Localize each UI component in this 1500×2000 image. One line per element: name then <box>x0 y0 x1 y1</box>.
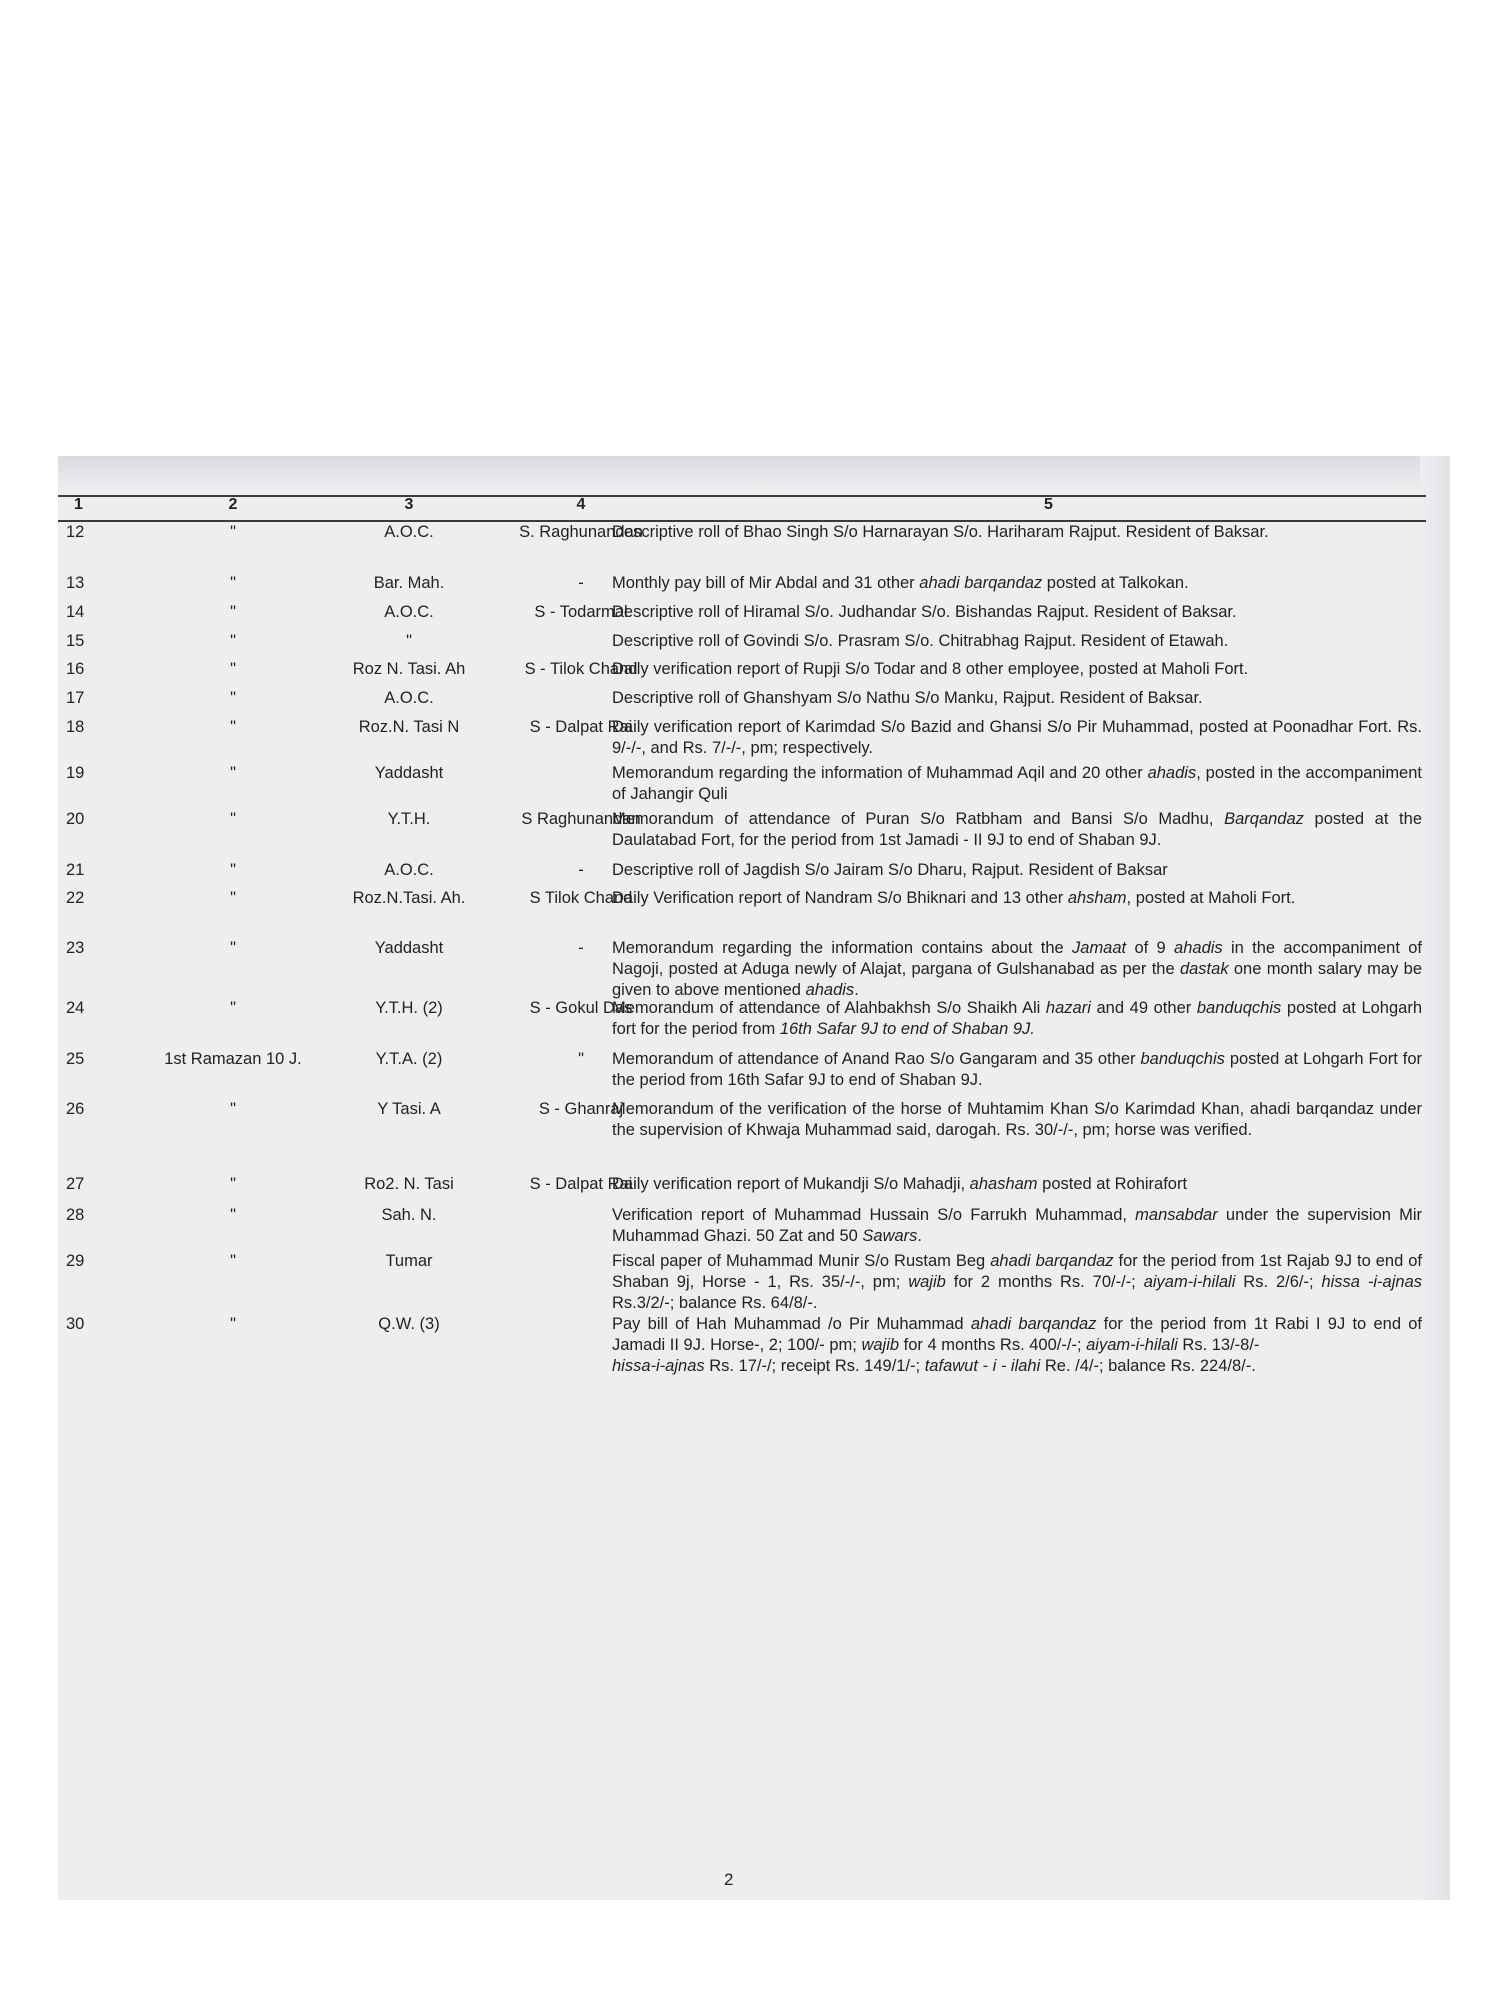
row-date: " <box>230 603 236 621</box>
row-number: 18 <box>66 718 85 736</box>
row-number: 27 <box>66 1175 85 1193</box>
row-number: 17 <box>66 689 85 707</box>
row-document-type: Y.T.A. (2) <box>375 1050 443 1068</box>
page-number: 2 <box>724 1870 734 1889</box>
header-col-3: 3 <box>404 496 414 513</box>
row-number: 23 <box>66 939 85 957</box>
row-endorsement: " <box>578 1050 584 1068</box>
row-date: " <box>230 1100 236 1118</box>
row-description: Daily Verification report of Nandram S/o Bhiknari and 13 other ahsham, posted at Maholi Fort. <box>612 889 1296 907</box>
row-endorsement: S Tilok Chand <box>529 889 633 907</box>
row-date: " <box>230 660 236 678</box>
row-endorsement: S - Dalpat Rai <box>529 718 633 736</box>
row-description: Daily verification report of Rupji S/o Todar and 8 other employee, posted at Maholi Fort. <box>612 660 1249 678</box>
row-description: Descriptive roll of Jagdish S/o Jairam S/o Dharu, Rajput. Resident of Baksar <box>612 861 1168 879</box>
row-endorsement: - <box>578 861 584 879</box>
row-document-type: Sah. N. <box>381 1206 437 1224</box>
row-document-type: Roz.N.Tasi. Ah. <box>352 889 466 907</box>
row-document-type: Y.T.H. <box>387 810 431 828</box>
row-description: Verification report of Muhammad Hussain S/o Farrukh Muhammad, mansabdar under the supervision Mir Muhammad Ghazi. 50 Zat and 50 Sawars. <box>612 1206 1422 1245</box>
row-date: " <box>230 889 236 907</box>
row-description: Descriptive roll of Bhao Singh S/o Harnarayan S/o. Hariharam Rajput. Resident of Baksar. <box>612 523 1269 541</box>
row-document-type: Yaddasht <box>374 939 444 957</box>
header-col-5: 5 <box>1044 496 1053 513</box>
row-endorsement: S - Ghanraj <box>538 1100 624 1118</box>
row-number: 30 <box>66 1315 85 1333</box>
row-date: " <box>230 632 236 650</box>
row-date: " <box>230 1315 236 1333</box>
row-description: Daily verification report of Karimdad S/o Bazid and Ghansi S/o Pir Muhammad, posted at Poonadhar Fort. Rs. 9/-/-, and Rs. 7/-/-, pm; respectively. <box>612 718 1422 757</box>
header-col-2: 2 <box>228 496 238 513</box>
row-number: 16 <box>66 660 85 678</box>
row-date: " <box>230 1175 236 1193</box>
row-description: Memorandum of attendance of Puran S/o Ratbham and Bansi S/o Madhu, Barqandaz posted at the Daulatabad Fort, for the period from 1st Jamadi - II 9J to end of Shaban 9J. <box>612 810 1422 849</box>
row-description: Memorandum of attendance of Alahbakhsh S/o Shaikh Ali hazari and 49 other banduqchis posted at Lohgarh fort for the period from 16th Safar 9J to end of Shaban 9J. <box>612 999 1423 1038</box>
header-col-4: 4 <box>576 496 586 513</box>
row-endorsement: S - Dalpat Rai <box>529 1175 633 1193</box>
row-endorsement: S - Gokul Das <box>529 999 633 1017</box>
header-col-1: 1 <box>74 496 83 513</box>
row-description: Descriptive roll of Hiramal S/o. Judhandar S/o. Bishandas Rajput. Resident of Baksar. <box>612 603 1237 621</box>
row-document-type: A.O.C. <box>384 689 434 707</box>
scanned-page <box>58 456 1450 1900</box>
row-endorsement: S - Tilok Chand <box>524 660 638 678</box>
row-endorsement: - <box>578 574 584 592</box>
row-description: Descriptive roll of Ghanshyam S/o Nathu S/o Manku, Rajput. Resident of Baksar. <box>612 689 1203 707</box>
row-date: " <box>230 1252 236 1270</box>
row-number: 14 <box>66 603 85 621</box>
row-number: 21 <box>66 861 85 879</box>
row-description: Daily verification report of Mukandji S/o Mahadji, ahasham posted at Rohirafort <box>612 1175 1188 1193</box>
row-date: " <box>230 764 236 782</box>
row-description: Pay bill of Hah Muhammad /o Pir Muhammad ahadi barqandaz for the period from 1t Rabi I 9J to end of Jamadi II 9J. Horse-, 2; 100/- pm; wajib for 4 months Rs. 400/-/-; aiyam-i-hilali Rs. 13/-8/- hissa-i-ajnas Rs. 17/-/; receipt Rs. 149/1/-; tafawut - i - ilahi Re. /4/-; balance Rs. 224/8/-. <box>612 1315 1423 1375</box>
row-document-type: A.O.C. <box>384 861 434 879</box>
row-document-type: Bar. Mah. <box>373 574 445 592</box>
row-document-type: Roz N. Tasi. Ah <box>352 660 466 678</box>
row-date: " <box>230 810 236 828</box>
row-document-type: Q.W. (3) <box>378 1315 440 1333</box>
row-description: Monthly pay bill of Mir Abdal and 31 other ahadi barqandaz posted at Talkokan. <box>612 574 1189 592</box>
row-date: " <box>230 523 236 541</box>
row-endorsement: S - Todarmal <box>534 603 628 621</box>
row-document-type: Yaddasht <box>374 764 444 782</box>
row-date: " <box>230 689 236 707</box>
row-document-type: A.O.C. <box>384 523 434 541</box>
row-date: " <box>230 1206 236 1224</box>
row-description: Fiscal paper of Muhammad Munir S/o Rustam Beg ahadi barqandaz for the period from 1st Rajab 9J to end of Shaban 9j, Horse - 1, Rs. 35/-/-, pm; wajib for 2 months Rs. 70/-/-; aiyam-i-hilali Rs. 2/6/-; hissa -i-ajnas Rs.3/2/-; balance Rs. 64/8/-. <box>612 1252 1422 1312</box>
row-document-type: Y.T.H. (2) <box>375 999 443 1017</box>
row-endorsement: S. Raghunandan <box>519 523 643 541</box>
row-number: 20 <box>66 810 85 828</box>
row-document-type: Tumar <box>385 1252 433 1270</box>
row-description: Memorandum regarding the information of Muhammad Aqil and 20 other ahadis, posted in the accompaniment of Jahangir Quli <box>612 764 1422 803</box>
row-number: 15 <box>66 632 85 650</box>
row-date: " <box>230 999 236 1017</box>
row-number: 19 <box>66 764 85 782</box>
page-shadow <box>58 456 1450 492</box>
row-number: 13 <box>66 574 85 592</box>
row-number: 26 <box>66 1100 85 1118</box>
row-number: 12 <box>66 523 85 541</box>
row-endorsement: - <box>578 939 584 957</box>
row-number: 29 <box>66 1252 85 1270</box>
row-date: " <box>230 718 236 736</box>
row-date: " <box>230 861 236 879</box>
row-document-type: Ro2. N. Tasi <box>364 1175 454 1193</box>
row-description: Memorandum of attendance of Anand Rao S/o Gangaram and 35 other banduqchis posted at Lohgarh Fort for the period from 16th Safar 9J to end of Shaban 9J. <box>612 1050 1422 1089</box>
row-endorsement: S Raghunandan <box>521 810 641 828</box>
row-number: 25 <box>66 1050 85 1068</box>
row-date: " <box>230 574 236 592</box>
row-number: 22 <box>66 889 85 907</box>
row-document-type: " <box>406 632 412 650</box>
row-document-type: A.O.C. <box>384 603 434 621</box>
row-description: Descriptive roll of Govindi S/o. Prasram S/o. Chitrabhag Rajput. Resident of Etawah. <box>612 632 1229 650</box>
page-edge-shadow <box>1420 456 1450 1900</box>
row-number: 24 <box>66 999 85 1017</box>
row-date: " <box>230 939 236 957</box>
row-date: 1st Ramazan 10 J. <box>164 1050 302 1068</box>
row-description: Memorandum of the verification of the horse of Muhtamim Khan S/o Karimdad Khan, ahadi barqandaz under the supervision of Khwaja Muhammad said, darogah. Rs. 30/-/-, pm; horse was verified. <box>612 1100 1422 1139</box>
row-number: 28 <box>66 1206 85 1224</box>
row-document-type: Y Tasi. A <box>377 1100 441 1118</box>
row-description: Memorandum regarding the information contains about the Jamaat of 9 ahadis in the accompaniment of Nagoji, posted at Aduga newly of Alajat, pargana of Gulshanabad as per the dastak one month salary may be given to above mentioned ahadis. <box>612 939 1423 999</box>
row-document-type: Roz.N. Tasi N <box>358 718 460 736</box>
